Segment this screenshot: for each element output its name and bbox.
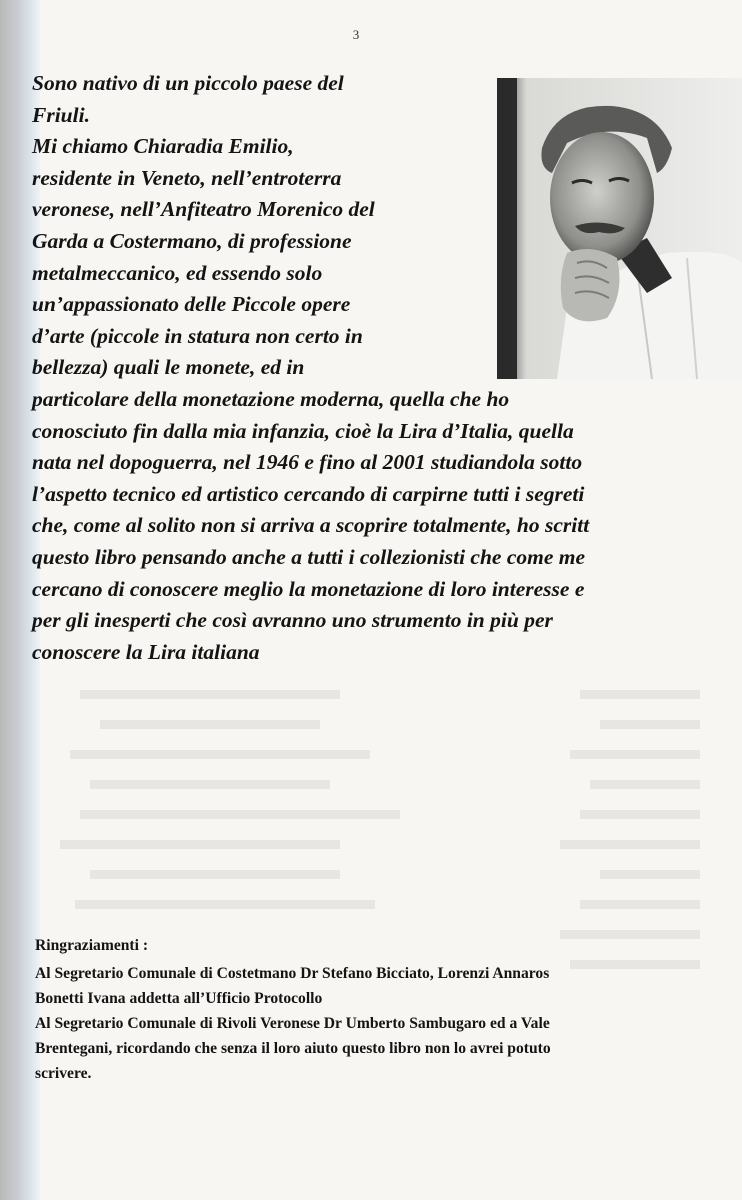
intro-line: Mi chiamo Chiaradia Emilio, — [32, 134, 294, 159]
intro-line: cercano di conoscere meglio la monetazione di loro interesse e — [32, 576, 585, 601]
intro-line: particolare della monetazione moderna, quella che ho — [32, 386, 510, 411]
acknowledgement-line: Bonetti Ivana addetta all’Ufficio Protocollo — [35, 990, 323, 1007]
intro-line: conosciuto fin dalla mia infanzia, cioè la Lira d’Italia, quella — [32, 418, 574, 443]
intro-line: conoscere la Lira italiana — [32, 639, 260, 664]
page-number: 3 — [352, 27, 360, 42]
acknowledgement-line: Brentegani, ricordando che senza il loro aiuto questo libro non lo avrei potuto — [35, 1040, 551, 1057]
intro-line: bellezza) quali le monete, ed in — [32, 355, 305, 380]
intro-line: metalmeccanico, ed essendo solo — [32, 260, 323, 285]
intro-line: un’appassionato delle Piccole opere — [32, 292, 351, 317]
acknowledgements-heading: Ringraziamenti : — [35, 937, 149, 954]
acknowledgement-line: scrivere. — [35, 1065, 92, 1082]
intro-paragraph — [32, 68, 742, 668]
acknowledgement-line: Al Segretario Comunale di Costetmano Dr Stefano Bicciato, Lorenzi Annaros — [35, 965, 550, 982]
intro-line: residente in Veneto, nell’entroterra — [32, 165, 342, 190]
intro-line: veronese, nell’Anfiteatro Morenico del — [32, 197, 375, 222]
acknowledgement-line: Al Segretario Comunale di Rivoli Veronese Dr Umberto Sambugaro ed a Vale — [35, 1015, 550, 1032]
intro-line: per gli inesperti che così avranno uno strumento in più per — [32, 608, 553, 633]
intro-line: questo libro pensando anche a tutti i collezionisti che come me — [32, 544, 586, 569]
intro-line: Sono nativo di un piccolo paese del — [32, 71, 344, 95]
acknowledgements-section — [35, 933, 742, 1086]
intro-line: d’arte (piccole in statura non certo in — [32, 323, 363, 348]
intro-line: Garda a Costermano, di professione — [32, 228, 352, 253]
intro-line: che, come al solito non si arriva a scoprire totalmente, ho scritt — [32, 513, 590, 538]
intro-line: nata nel dopoguerra, nel 1946 e fino al 2001 studiandola sotto — [32, 450, 583, 475]
intro-line: Friuli. — [32, 102, 90, 127]
intro-line: l’aspetto tecnico ed artistico cercando di carpirne tutti i segreti — [32, 481, 585, 506]
